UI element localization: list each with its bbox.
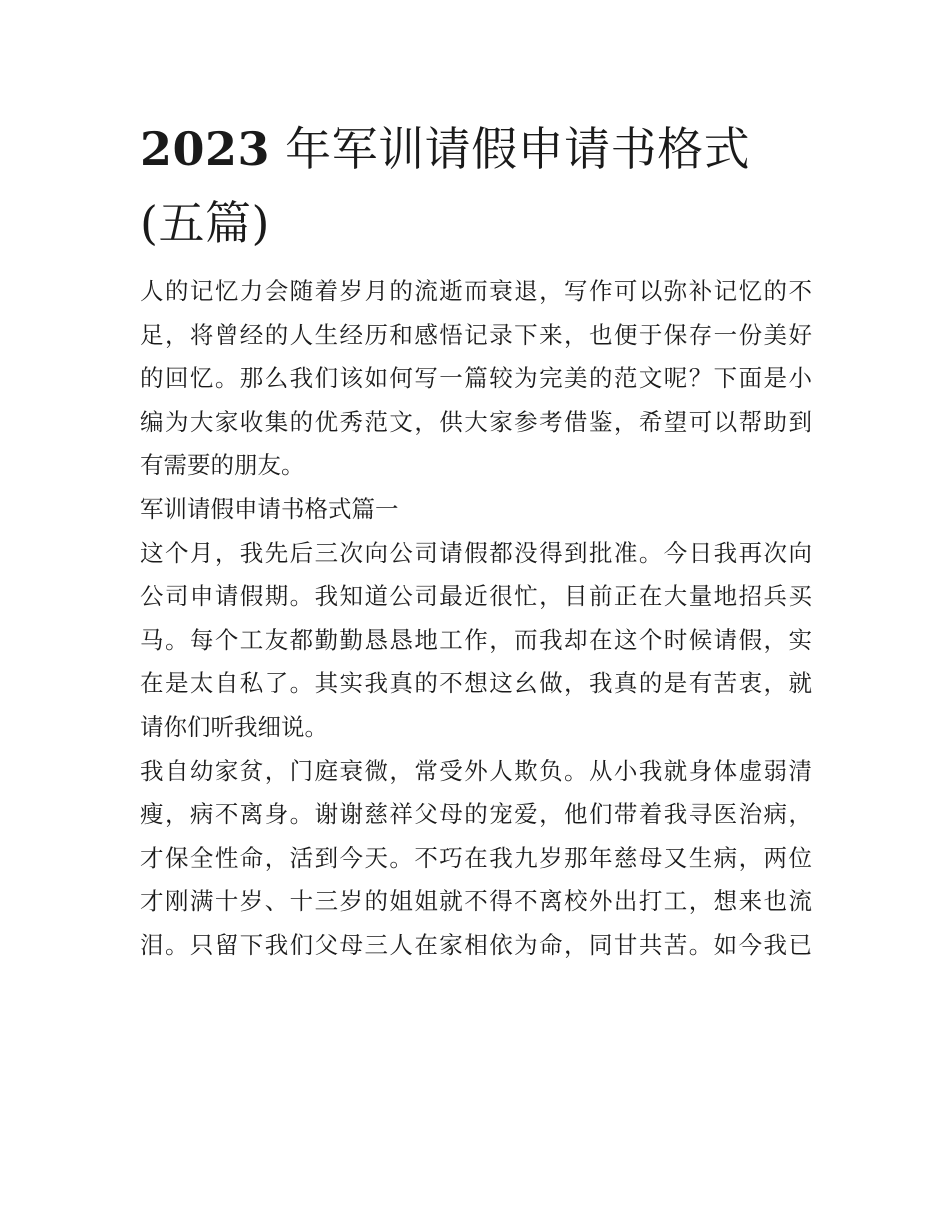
text-line: 人的记忆力会随着岁月的流逝而衰退，写作可以弥补记忆的不: [140, 277, 812, 305]
text-line: 才刚满十岁、十三岁的姐姐就不得不离校外出打工，想来也流: [140, 887, 812, 916]
document-title: [140, 112, 812, 260]
text-line: 在是太自私了。其实我真的不想这幺做，我真的是有苦衷，就: [140, 669, 812, 698]
text-line: 瘦，病不离身。谢谢慈祥父母的宠爱，他们带着我寻医治病，: [140, 800, 812, 829]
text-line: 请你们听我细说。: [140, 712, 328, 741]
title-line-2: (五篇): [140, 196, 270, 250]
text-line: 这个月，我先后三次向公司请假都没得到批准。今日我再次向: [140, 538, 812, 567]
section-heading-text: 军训请假申请书格式篇一: [140, 494, 399, 523]
text-line: 才保全性命，活到今天。不巧在我九岁那年慈母又生病，两位: [140, 843, 812, 872]
document-page: [140, 112, 812, 968]
body-paragraph-2: [140, 750, 812, 968]
title-line-1: [140, 112, 812, 186]
text-line: 我自幼家贫，门庭衰微，常受外人欺负。从小我就身体虚弱清: [140, 756, 812, 785]
title-year: 2023: [140, 122, 271, 176]
text-line: 公司申请假期。我知道公司最近很忙，目前正在大量地招兵买: [140, 582, 812, 611]
text-line: 编为大家收集的优秀范文，供大家参考借鉴，希望可以帮助到: [140, 407, 812, 436]
text-line: 有需要的朋友。: [140, 451, 305, 480]
body-paragraph-1: [140, 532, 812, 750]
text-line: 的回忆。那么我们该如何写一篇较为完美的范文呢？下面是小: [140, 364, 812, 393]
text-line: 泪。只留下我们父母三人在家相依为命，同甘共苦。如今我已: [140, 930, 812, 959]
title-text: 年军训请假申请书格式: [285, 122, 751, 176]
text-line: 足，将曾经的人生经历和感悟记录下来，也便于保存一份美好: [140, 320, 812, 349]
intro-paragraph: [140, 270, 812, 488]
section-heading: [140, 488, 812, 532]
text-line: 马。每个工友都勤勤恳恳地工作，而我却在这个时候请假，实: [140, 625, 812, 654]
